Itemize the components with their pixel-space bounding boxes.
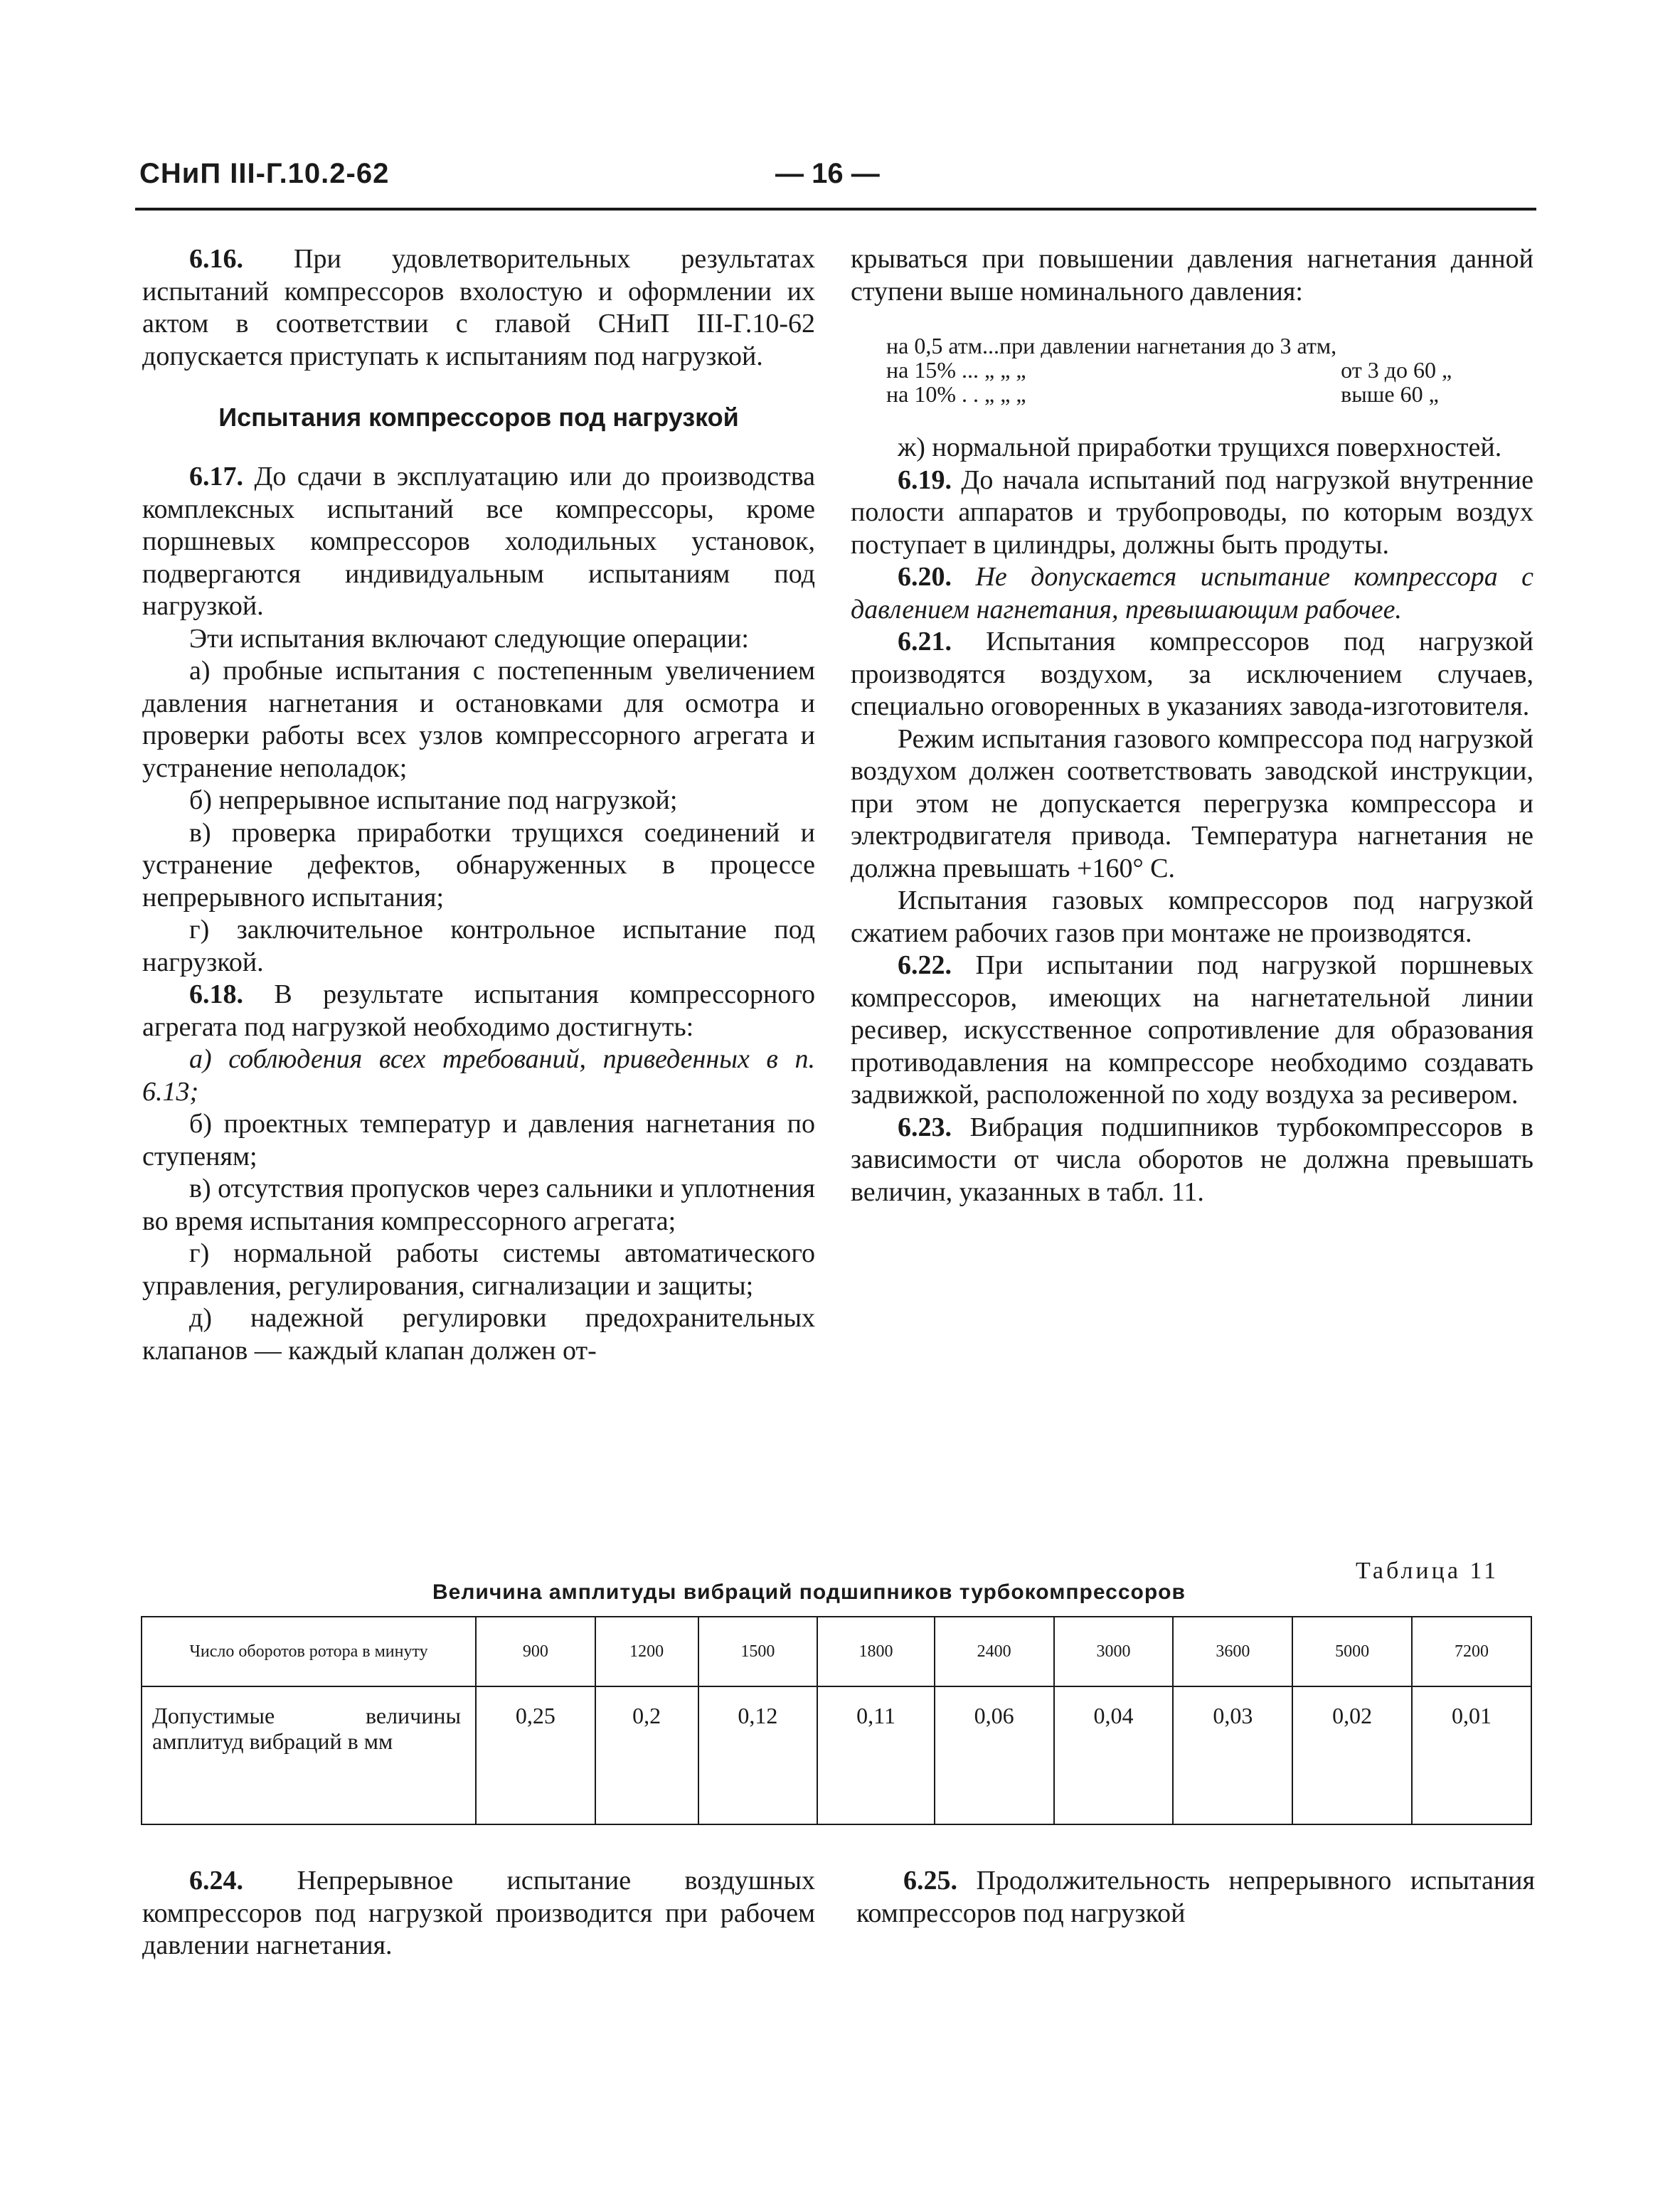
pressure-row: на 15% ... „ „ „ от 3 до 60 „ [886, 357, 1452, 383]
table-cell: 0,2 [595, 1686, 698, 1824]
pressure-row: на 0,5 атм...при давлении нагнетания до 3 атм, [886, 333, 1337, 358]
table-cell: 7200 [1412, 1617, 1531, 1686]
table-cell: 5000 [1292, 1617, 1412, 1686]
table-cell: 900 [476, 1617, 595, 1686]
table-cell: 0,06 [935, 1686, 1054, 1824]
clause-number: 6.20. [898, 562, 952, 592]
document-code: СНиП III-Г.10.2-62 [139, 158, 390, 189]
table-cell: 0,01 [1412, 1686, 1531, 1824]
paragraph-text: Режим испытания газового компрессора под нагрузкой воздухом должен соответствовать заводской инструкции, при этом не допускается перегрузка компрессора и электродвигателя привода. Температура нагнетания не должна превышать +160° С. [851, 723, 1533, 883]
table-row [142, 1617, 1531, 1686]
left-column [142, 243, 815, 1367]
paragraph-6-20 [851, 561, 1533, 626]
clause-text: Испытания компрессоров под нагрузкой производятся воздухом, за исключением случаев, специально оговоренных в указаниях завода-изготовителя. [851, 627, 1533, 721]
clause-number: 6.24. [189, 1866, 243, 1896]
section-heading: Испытания компрессоров под нагрузкой [218, 403, 739, 432]
clause-number: 6.21. [898, 627, 952, 656]
paragraph-6-21 [851, 626, 1533, 723]
clause-number: 6.22. [898, 950, 952, 980]
header-rule [135, 208, 1536, 211]
clause-text: Не допускается испытание компрессора с давлением нагнетания, превышающим рабочее. [851, 562, 1533, 624]
paragraph-6-19 [851, 464, 1533, 562]
list-item: в) отсутствия пропусков через сальники и уплотнения во время испытания компрессорного агрегата; [142, 1174, 815, 1236]
clause-text: При удовлетворительных результатах испытаний компрессоров вхолостую и оформлении их актом в соответствии с главой СНиП III-Г.10-62 допускается приступать к испытаниям под нагрузкой. [142, 244, 815, 371]
table-cell: 1800 [817, 1617, 934, 1686]
paragraph-text: Эти испытания включают следующие операции: [189, 623, 749, 654]
clause-text: Продолжительность непрерывного испытания компрессоров под нагрузкой [856, 1866, 1535, 1928]
table-cell: 1500 [698, 1617, 818, 1686]
vibration-table [141, 1616, 1532, 1825]
paragraph-6-22 [851, 950, 1533, 1112]
table-cell: 1200 [595, 1617, 698, 1686]
list-item: г) заключительное контрольное испытание под нагрузкой. [142, 915, 815, 977]
clause-number: 6.18. [189, 979, 243, 1009]
clause-text: Вибрация подшипников турбокомпрессоров в зависимости от числа оборотов не должна превышать величин, указанных в табл. 11. [851, 1112, 1533, 1207]
table-cell: 3000 [1054, 1617, 1174, 1686]
list-item: г) нормальной работы системы автоматического управления, регулирования, сигнализации и защиты; [142, 1238, 815, 1301]
list-item: в) проверка приработки трущихся соединений и устранение дефектов, обнаруженных в процессе непрерывного испытания; [142, 817, 815, 913]
clause-text: При испытании под нагрузкой поршневых компрессоров, имеющих на нагнетательной линии ресивер, искусственное сопротивление для образования противодавления на компрессоре необходимо создавать задвижкой, расположенной по ходу воздуха за ресивером. [851, 950, 1533, 1110]
bottom-left-column [142, 1865, 815, 1962]
list-item: б) проектных температур и давления нагнетания по ступеням; [142, 1109, 815, 1171]
clause-text: До сдачи в эксплуатацию или до производства комплексных испытаний все компрессоры, кроме поршневых компрессоров холодильных установок, подвергаются индивидуальным испытаниям под нагрузкой. [142, 462, 816, 621]
table-cell: 0,12 [698, 1686, 818, 1824]
table-row [142, 1686, 1531, 1824]
clause-number: 6.17. [189, 462, 243, 491]
table-cell: 3600 [1173, 1617, 1292, 1686]
right-column [851, 243, 1533, 1208]
list-item: б) непрерывное испытание под нагрузкой; [189, 785, 678, 815]
table-title: Величина амплитуды вибраций подшипников турбокомпрессоров [432, 1580, 1186, 1604]
clause-text: Непрерывное испытание воздушных компрессоров под нагрузкой производится при рабочем давлении нагнетания. [142, 1866, 816, 1960]
paragraph-6-16 [142, 243, 815, 373]
table-cell: 0,25 [476, 1686, 595, 1824]
paragraph-6-17 [142, 461, 815, 623]
paragraph-6-23 [851, 1112, 1533, 1209]
bottom-right-column [856, 1865, 1535, 1930]
table-cell: 0,11 [817, 1686, 934, 1824]
paragraph-6-18 [142, 979, 815, 1043]
list-item: а) соблюдения всех требований, приведенных в п. 6.13; [142, 1044, 815, 1107]
list-item: а) пробные испытания с постепенным увеличением давления нагнетания и остановками для осмотра и проверки работы всех узлов компрессорного агрегата и устранение неполадок; [142, 656, 815, 783]
paragraph-6-24 [142, 1865, 815, 1962]
row-label: Число оборотов ротора в минуту [142, 1617, 476, 1686]
clause-number: 6.23. [898, 1112, 952, 1142]
clause-text: В результате испытания компрессорного агрегата под нагрузкой необходимо достигнуть: [142, 979, 816, 1042]
page-number: — 16 — [775, 158, 880, 189]
clause-text: До начала испытаний под нагрузкой внутренние полости аппаратов и трубопроводы, по которым воздух поступает в цилиндры, должны быть продуты. [851, 464, 1533, 560]
row-label: Допустимые величины амплитуд вибраций в мм [142, 1686, 476, 1824]
pressure-row: на 10% . . „ „ „ выше 60 „ [886, 381, 1439, 407]
clause-number: 6.16. [189, 244, 243, 274]
table-cell: 0,03 [1173, 1686, 1292, 1824]
paragraph-6-25 [856, 1865, 1535, 1930]
list-item: д) надежной регулировки предохранительных клапанов — каждый клапан должен от- [142, 1303, 815, 1366]
table-cell: 0,02 [1292, 1686, 1412, 1824]
pressure-list [886, 334, 1533, 406]
clause-number: 6.25. [903, 1866, 957, 1896]
list-item: ж) нормальной приработки трущихся поверхностей. [898, 432, 1502, 462]
paragraph-text: Испытания газовых компрессоров под нагрузкой сжатием рабочих газов при монтаже не производятся. [851, 886, 1533, 948]
clause-number: 6.19. [898, 464, 952, 495]
paragraph-text: крываться при повышении давления нагнетания данной ступени выше номинального давления: [851, 244, 1533, 307]
table-cell: 2400 [935, 1617, 1054, 1686]
table-caption: Таблица 11 [1356, 1558, 1499, 1584]
table-cell: 0,04 [1054, 1686, 1174, 1824]
